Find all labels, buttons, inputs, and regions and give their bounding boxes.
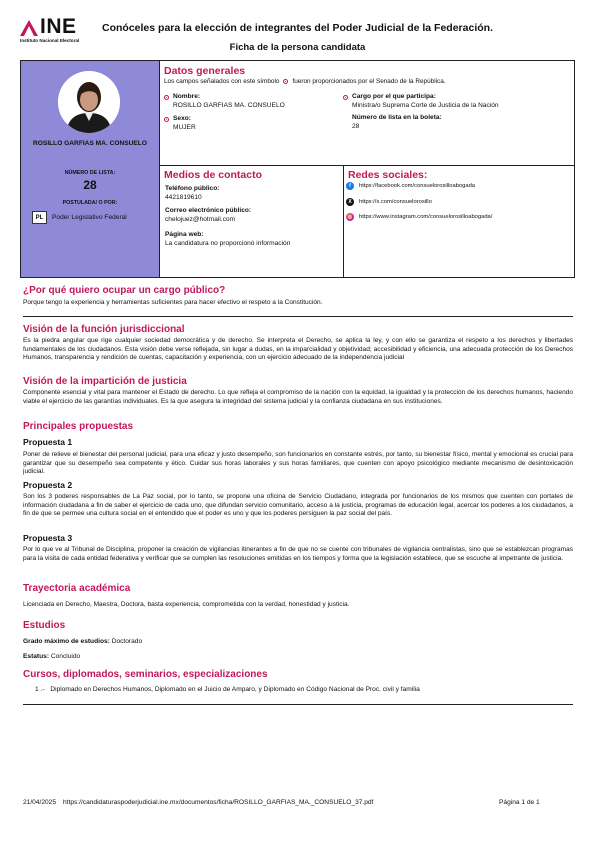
social-url[interactable]: https://www.instagram.com/consuelorosilloabogada/ <box>359 214 493 220</box>
page-subtitle: Ficha de la persona candidata <box>229 42 366 53</box>
social-link-instagram[interactable] <box>346 213 492 221</box>
candidate-sidebar <box>21 61 160 277</box>
note-after: fueron proporcionados por el Senado de la República. <box>292 78 446 85</box>
web-label: Página web: <box>165 231 204 238</box>
datos-generales-title: Datos generales <box>164 65 246 77</box>
propuestas-title: Principales propuestas <box>23 421 134 432</box>
porque-title: ¿Por qué quiero ocupar un cargo público? <box>23 285 226 296</box>
propuesta-1-title: Propuesta 1 <box>23 437 73 447</box>
nombre-field <box>164 93 285 110</box>
senate-marker-icon <box>343 95 348 100</box>
propuesta-2-text: Son los 3 poderes responsables de La Paz social, por lo tanto, se propone una oficina de Servicio Ciudadano, integrada por funcionarios de los mismos que cuenten con portales de información ciudadana a fin de saber el ejercicio de cada uno, que difundan servicio comunitario, acceso a la justicia, programas de educación legal, acercar los poderes a los ciudadanos, a fin de que se permee una cultura social en el entendido que el poder es uno y que los poderes persiguen la paz social del país. <box>23 493 573 518</box>
divider <box>343 165 344 277</box>
nominated-label: POSTULADA/ O POR: <box>62 200 118 206</box>
trayectoria-title: Trayectoria académica <box>23 583 131 594</box>
propuesta-3-text: Por lo que ve al Tribunal de Disciplina, proponer la creación de vigilancias itinerantes a fin de que no se cuente con tribunales de vigilancia centralistas, sino que se establezcan programas para la visita de cada entidad federativa y verificar que se cumplen las resoluciones emitidas en los tiempos y forma que la legislación establece, que se escuche al impetrante de justicia. <box>23 546 573 562</box>
social-link-facebook[interactable] <box>346 182 475 190</box>
telefono-value: 4421819610 <box>165 193 202 201</box>
porque-text: Porque tengo la experiencia y herramientas suficientes para hacer efectivo el respeto a la Constitución. <box>23 299 323 306</box>
candidate-portrait-icon <box>58 71 120 133</box>
candidate-name: ROSILLO GARFIAS MA. CONSUELO <box>33 140 147 147</box>
grado-value: Doctorado <box>111 638 143 645</box>
footer-date: 21/04/2025 <box>23 799 57 806</box>
correo-value: chelojuez@hotmail.com <box>165 215 236 223</box>
telefono-field <box>165 185 219 202</box>
instagram-icon: ◎ <box>347 214 353 220</box>
redes-sociales-title: Redes sociales: <box>348 169 428 181</box>
estudios-title: Estudios <box>23 620 66 631</box>
propuesta-2-title: Propuesta 2 <box>23 480 73 490</box>
party-abbr: PL <box>32 211 47 224</box>
vision-funcion-title: Visión de la función jurisdiccional <box>23 324 185 335</box>
propuesta-1-text: Poner de relieve el bienestar del personal judicial, para una eficaz y justo desempeño, son funcionarios en constante estrés, por tanto, su bienestar físico, mental y emocional es crucial para garantizar que su desempeño sea competente y ético. Cuidar sus horas laborales y sus horas familiares, que cuenten con apoyo psicológico mediante mecanismo de desintoxicación judicial. <box>23 451 573 476</box>
vision-funcion-text: Es la piedra angular que rige cualquier sociedad democrática y de derecho. Se interpreta el Derecho, se aplica la ley, y con ello se garantiza el respeto a los derechos y libertades fundamentales de los ciudadanos. Esta visión debe verse reflejada, sin lugar a dudas, en la imparcialidad y objetividad; accesibilidad y eficiencia, una adecuada protección de los Derechos Humanos, transparencia y rendición de cuentas, capacitación y experiencia, con un ejercicio adecuado de la independencia judicial <box>23 337 573 362</box>
note-before: Los campos señalados con este símbolo <box>164 78 280 85</box>
footer-page: Página 1 de 1 <box>499 799 540 806</box>
correo-label: Correo electrónico público: <box>165 207 252 214</box>
ine-logo <box>20 15 100 43</box>
vision-imparticion-title: Visión de la impartición de justicia <box>23 376 187 387</box>
cursos-item <box>35 686 420 693</box>
estatus-row <box>23 653 80 660</box>
medios-contacto-title: Medios de contacto <box>164 169 263 181</box>
sexo-label: Sexo: <box>173 115 191 122</box>
social-url[interactable]: https://x.com/consuelorosillo <box>359 199 432 205</box>
ine-logo-mark-icon <box>20 20 38 36</box>
sexo-field <box>164 115 196 132</box>
cargo-field <box>343 93 499 110</box>
senate-marker-icon <box>164 95 169 100</box>
numero-value: 28 <box>352 122 360 130</box>
grado-label: Grado máximo de estudios: <box>23 638 110 645</box>
senate-marker-icon <box>283 79 288 84</box>
vision-imparticion-text: Componente esencial y vital para mantener el Estado de derecho. Lo que refleja el compromiso de la nación con la equidad, la igualdad y la protección de los derechos humanos, haciendo viable el ejercicio de las garantías individuales. Es la que asegura la integridad del sistema judicial y la confianza ciudadana en sus instituciones. <box>23 389 573 405</box>
candidate-photo <box>58 71 120 133</box>
trayectoria-text: Licenciada en Derecho, Maestra, Doctora, basta experiencia, comprometida con la verdad, honestidad y justicia. <box>23 601 350 608</box>
facebook-icon: f <box>346 182 354 190</box>
party-badge <box>32 211 127 224</box>
party-name: Poder Legislativo Federal <box>52 214 127 221</box>
estatus-value: Concluido <box>50 653 81 660</box>
senate-marker-icon <box>164 117 169 122</box>
candidate-card <box>20 60 575 278</box>
cursos-text: Diplomado en Derechos Humanos, Diplomado en el Juicio de Amparo, y Diplomado en Código Nacional de Proc. civil y familia <box>50 686 420 693</box>
list-number: 28 <box>83 178 97 192</box>
estatus-label: Estatus: <box>23 653 50 660</box>
divider <box>159 165 574 166</box>
propuesta-3-title: Propuesta 3 <box>23 533 73 543</box>
page-title: Conóceles para la elección de integrantes del Poder Judicial de la Federación. <box>102 22 493 34</box>
telefono-label: Teléfono público: <box>165 185 220 192</box>
cursos-marker: 1 .- <box>35 686 45 693</box>
logo-subtitle: Instituto Nacional Electoral <box>20 38 80 43</box>
web-value: La candidatura no proporcionó información <box>165 239 291 247</box>
list-number-label: NÚMERO DE LISTA: <box>64 170 116 176</box>
social-url[interactable]: https://facebook.com/consuelorosilloabogada <box>359 183 476 189</box>
cursos-title: Cursos, diplomados, seminarios, especializaciones <box>23 669 268 680</box>
logo-text: INE <box>40 15 77 38</box>
x-icon: X <box>346 198 354 206</box>
footer-url[interactable]: https://candidaturaspoderjudicial.ine.mx/documentos/ficha/ROSILLO_GARFIAS_MA._CONSUELO_37.pdf <box>63 799 374 806</box>
cargo-value: Ministra/o Suprema Corte de Justicia de la Nación <box>352 101 499 109</box>
cargo-label: Cargo por el que participa: <box>352 93 436 100</box>
divider <box>23 316 573 317</box>
nombre-label: Nombre: <box>173 93 201 100</box>
numero-label: Número de lista en la boleta: <box>352 114 442 121</box>
sexo-value: MUJER <box>173 123 196 131</box>
datos-generales-note <box>164 78 446 85</box>
web-field <box>165 231 290 248</box>
correo-field <box>165 207 251 224</box>
divider <box>23 704 573 705</box>
grado-row <box>23 638 142 645</box>
numero-field <box>352 114 442 131</box>
social-link-x[interactable] <box>346 198 432 206</box>
nombre-value: ROSILLO GARFIAS MA. CONSUELO <box>173 101 285 109</box>
